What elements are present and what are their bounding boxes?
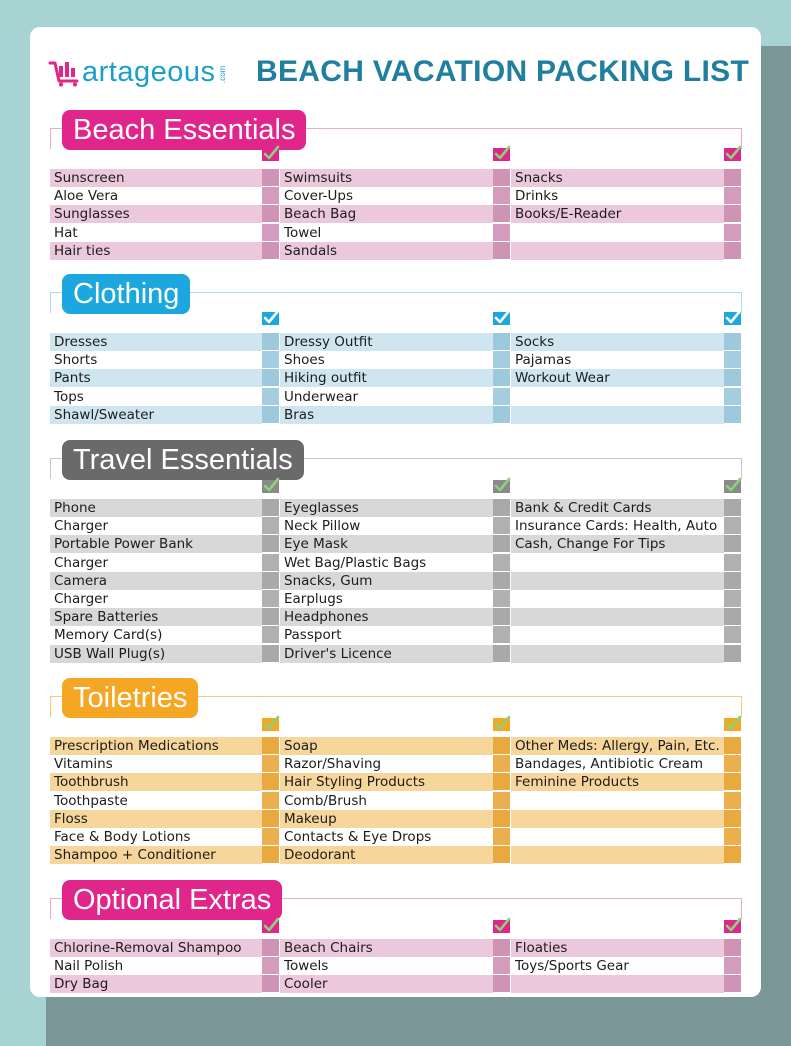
checklist-row <box>50 608 742 626</box>
item-checkbox[interactable] <box>262 590 279 607</box>
checklist-row <box>50 846 742 864</box>
item-checkbox[interactable] <box>262 535 279 552</box>
item-label: Wet Bag/Plastic Bags <box>284 554 427 571</box>
item-label: Charger <box>54 518 108 535</box>
item-checkbox[interactable] <box>262 554 279 571</box>
item-label: Neck Pillow <box>284 518 361 535</box>
item-checkbox[interactable] <box>262 369 279 386</box>
checklist-row <box>50 590 742 608</box>
item-label: Floss <box>50 810 262 828</box>
checklist-row <box>50 737 742 755</box>
item-label: Hair ties <box>50 242 262 260</box>
item-checkbox[interactable] <box>724 590 741 607</box>
item-checkbox[interactable] <box>493 517 510 534</box>
item-checkbox[interactable] <box>262 187 279 204</box>
checklist-row <box>50 351 742 369</box>
section-title: Clothing <box>62 274 190 314</box>
item-checkbox[interactable] <box>724 388 741 405</box>
item-label <box>511 975 724 993</box>
item-label: Vitamins <box>54 756 113 773</box>
item-label: Dresses <box>50 333 262 351</box>
item-checkbox[interactable] <box>724 957 741 974</box>
item-label: Passport <box>284 627 342 644</box>
item-checkbox[interactable] <box>493 406 510 423</box>
item-label: Snacks <box>511 169 724 187</box>
checklist-row <box>50 939 742 957</box>
item-checkbox[interactable] <box>493 572 510 589</box>
item-label: Beach Bag <box>280 205 493 223</box>
item-checkbox[interactable] <box>724 810 741 827</box>
item-label: Chlorine-Removal Shampoo <box>50 939 262 957</box>
checkmark-icon <box>724 715 742 731</box>
item-checkbox[interactable] <box>493 608 510 625</box>
item-checkbox[interactable] <box>262 499 279 516</box>
item-checkbox[interactable] <box>724 939 741 956</box>
item-checkbox[interactable] <box>493 590 510 607</box>
item-checkbox[interactable] <box>262 975 279 992</box>
item-checkbox[interactable] <box>262 205 279 222</box>
header-check-column-2 <box>493 718 510 734</box>
checkmark-icon <box>262 477 280 493</box>
header-check-column-3 <box>724 718 741 734</box>
item-checkbox[interactable] <box>262 737 279 754</box>
checkmark-icon <box>724 917 742 933</box>
item-checkbox[interactable] <box>493 957 510 974</box>
item-label <box>511 626 724 644</box>
item-label: Floaties <box>511 939 724 957</box>
brand-logo[interactable] <box>48 55 227 89</box>
item-checkbox[interactable] <box>724 499 741 516</box>
section-optional-extras <box>50 880 742 998</box>
checklist-row <box>50 224 742 242</box>
item-checkbox[interactable] <box>262 773 279 790</box>
checkmark-icon <box>493 477 511 493</box>
item-label: Eyeglasses <box>280 499 493 517</box>
checkmark-icon <box>493 917 511 933</box>
item-label: Toys/Sports Gear <box>515 958 629 975</box>
item-label <box>511 406 724 424</box>
section-travel-essentials <box>50 440 742 667</box>
item-label: Cover-Ups <box>284 188 354 205</box>
item-checkbox[interactable] <box>262 224 279 241</box>
item-label: Comb/Brush <box>284 792 367 809</box>
item-label <box>511 388 724 406</box>
item-label: Nail Polish <box>54 958 124 975</box>
item-checkbox[interactable] <box>262 939 279 956</box>
checklist-row <box>50 333 742 351</box>
item-label: Charger <box>54 554 108 571</box>
item-checkbox[interactable] <box>493 205 510 222</box>
item-checkbox[interactable] <box>493 939 510 956</box>
checklist-row <box>50 572 742 590</box>
item-label: Books/E-Reader <box>511 205 724 223</box>
section-title: Beach Essentials <box>62 110 306 150</box>
item-checkbox[interactable] <box>724 242 741 259</box>
item-label: Razor/Shaving <box>284 756 382 773</box>
item-checkbox[interactable] <box>493 535 510 552</box>
item-label: Dressy Outfit <box>280 333 493 351</box>
header-check-column-3 <box>724 148 741 164</box>
item-checkbox[interactable] <box>724 554 741 571</box>
item-checkbox[interactable] <box>493 351 510 368</box>
item-checkbox[interactable] <box>724 333 741 350</box>
item-label: Cash, Change For Tips <box>511 535 724 553</box>
checklist-row <box>50 975 742 993</box>
checklist-row <box>50 406 742 424</box>
item-checkbox[interactable] <box>724 224 741 241</box>
item-label: Shorts <box>54 352 98 369</box>
item-checkbox[interactable] <box>493 554 510 571</box>
item-label: Driver's Licence <box>280 645 493 663</box>
item-label: Shawl/Sweater <box>50 406 262 424</box>
checklist-row <box>50 828 742 846</box>
item-label <box>511 846 724 864</box>
header-check-column-1 <box>262 718 279 734</box>
header-check-column-2 <box>493 920 510 936</box>
item-label: Shampoo + Conditioner <box>50 846 262 864</box>
checklist-row <box>50 792 742 810</box>
item-checkbox[interactable] <box>262 792 279 809</box>
checklist-row <box>50 554 742 572</box>
item-label: Towel <box>284 224 322 241</box>
item-label: Sunglasses <box>50 205 262 223</box>
item-label: USB Wall Plug(s) <box>50 645 262 663</box>
item-label: Hat <box>54 224 78 241</box>
item-label: Shoes <box>284 352 325 369</box>
checklist-row <box>50 499 742 517</box>
checklist-row <box>50 517 742 535</box>
item-label: Face & Body Lotions <box>54 829 191 845</box>
item-label: Camera <box>50 572 262 590</box>
item-label: Aloe Vera <box>54 188 119 205</box>
item-checkbox[interactable] <box>262 755 279 772</box>
item-label: Beach Chairs <box>280 939 493 957</box>
item-checkbox[interactable] <box>262 169 279 186</box>
item-label: Pajamas <box>515 352 572 369</box>
item-label: Eye Mask <box>280 535 493 553</box>
item-checkbox[interactable] <box>724 351 741 368</box>
item-label <box>511 608 724 626</box>
checklist-row <box>50 755 742 773</box>
item-label: Bank & Credit Cards <box>511 499 724 517</box>
section-title: Optional Extras <box>62 880 282 920</box>
item-checkbox[interactable] <box>724 572 741 589</box>
checkmark-icon <box>493 715 511 731</box>
item-checkbox[interactable] <box>262 957 279 974</box>
item-label: Hair Styling Products <box>280 773 493 791</box>
item-label <box>511 792 724 810</box>
header-check-column-3 <box>724 920 741 936</box>
item-checkbox[interactable] <box>493 224 510 241</box>
checklist-row <box>50 388 742 406</box>
item-label <box>511 828 724 846</box>
item-checkbox[interactable] <box>724 792 741 809</box>
item-label <box>511 572 724 590</box>
section-title: Toiletries <box>62 678 198 718</box>
item-checkbox[interactable] <box>262 608 279 625</box>
checklist-row <box>50 242 742 260</box>
item-checkbox[interactable] <box>262 846 279 863</box>
checklist-row <box>50 369 742 387</box>
item-checkbox[interactable] <box>262 810 279 827</box>
item-label: Contacts & Eye Drops <box>284 829 432 845</box>
checklist-row <box>50 957 742 975</box>
item-label <box>511 242 724 260</box>
item-checkbox[interactable] <box>724 645 741 662</box>
item-checkbox[interactable] <box>724 975 741 992</box>
header-check-column-3 <box>724 312 741 328</box>
item-label: Soap <box>280 737 493 755</box>
item-checkbox[interactable] <box>262 626 279 643</box>
item-label: Toothpaste <box>54 792 128 809</box>
item-label: Feminine Products <box>511 773 724 791</box>
item-checkbox[interactable] <box>262 572 279 589</box>
brand-name: artageous <box>82 56 216 88</box>
item-checkbox[interactable] <box>724 369 741 386</box>
header-check-column-1 <box>262 920 279 936</box>
header-check-column-3 <box>724 480 741 496</box>
section-toiletries <box>50 678 742 868</box>
item-checkbox[interactable] <box>493 773 510 790</box>
item-checkbox[interactable] <box>493 828 510 845</box>
item-label: Towels <box>284 958 329 975</box>
item-label <box>511 590 724 608</box>
item-label: Portable Power Bank <box>50 535 262 553</box>
checkmark-icon <box>262 917 280 933</box>
item-checkbox[interactable] <box>493 737 510 754</box>
item-label: Drinks <box>515 188 559 205</box>
item-checkbox[interactable] <box>493 645 510 662</box>
item-checkbox[interactable] <box>724 517 741 534</box>
item-checkbox[interactable] <box>724 773 741 790</box>
item-label: Socks <box>511 333 724 351</box>
item-checkbox[interactable] <box>724 187 741 204</box>
checkmark-icon <box>493 309 511 325</box>
item-checkbox[interactable] <box>724 406 741 423</box>
item-label: Insurance Cards: Health, Auto <box>515 518 718 535</box>
checkmark-icon <box>724 145 742 161</box>
item-checkbox[interactable] <box>493 846 510 863</box>
item-checkbox[interactable] <box>493 369 510 386</box>
item-checkbox[interactable] <box>724 755 741 772</box>
checkmark-icon <box>262 145 280 161</box>
item-label <box>511 224 724 242</box>
item-checkbox[interactable] <box>724 169 741 186</box>
item-checkbox[interactable] <box>493 626 510 643</box>
item-label: Toothbrush <box>50 773 262 791</box>
item-checkbox[interactable] <box>493 792 510 809</box>
item-checkbox[interactable] <box>493 499 510 516</box>
header-check-column-2 <box>493 480 510 496</box>
checklist-row <box>50 810 742 828</box>
checklist-row <box>50 187 742 205</box>
item-label: Phone <box>50 499 262 517</box>
item-label: Tops <box>54 388 84 405</box>
item-checkbox[interactable] <box>493 242 510 259</box>
item-label: Sandals <box>280 242 493 260</box>
header-check-column-1 <box>262 312 279 328</box>
checklist-row <box>50 645 742 663</box>
item-label: Swimsuits <box>280 169 493 187</box>
item-label: Sunscreen <box>50 169 262 187</box>
item-label <box>511 810 724 828</box>
checkmark-icon <box>724 309 742 325</box>
item-checkbox[interactable] <box>493 755 510 772</box>
item-checkbox[interactable] <box>262 406 279 423</box>
item-checkbox[interactable] <box>724 205 741 222</box>
item-checkbox[interactable] <box>724 846 741 863</box>
item-label: Pants <box>50 369 262 387</box>
item-label: Bandages, Antibiotic Cream <box>515 756 704 773</box>
item-checkbox[interactable] <box>493 187 510 204</box>
brand-domain-suffix: .com <box>217 65 227 83</box>
item-checkbox[interactable] <box>493 975 510 992</box>
section-beach-essentials <box>50 110 742 264</box>
item-label: Prescription Medications <box>50 737 262 755</box>
item-checkbox[interactable] <box>493 169 510 186</box>
section-clothing <box>50 274 742 428</box>
item-checkbox[interactable] <box>724 828 741 845</box>
item-label: Snacks, Gum <box>280 572 493 590</box>
item-label: Spare Batteries <box>50 608 262 626</box>
checklist-row <box>50 773 742 791</box>
item-checkbox[interactable] <box>262 645 279 662</box>
section-title: Travel Essentials <box>62 440 304 480</box>
item-label: Charger <box>54 591 108 607</box>
item-label <box>511 645 724 663</box>
item-label: Hiking outfit <box>280 369 493 387</box>
item-checkbox[interactable] <box>262 388 279 405</box>
checkmark-icon <box>262 715 280 731</box>
item-label: Dry Bag <box>50 975 262 993</box>
header-check-column-2 <box>493 312 510 328</box>
item-label: Other Meds: Allergy, Pain, Etc. <box>511 737 724 755</box>
item-checkbox[interactable] <box>724 626 741 643</box>
item-checkbox[interactable] <box>262 242 279 259</box>
item-label: Bras <box>280 406 493 424</box>
item-label: Workout Wear <box>511 369 724 387</box>
checklist-row <box>50 169 742 187</box>
item-checkbox[interactable] <box>493 333 510 350</box>
item-checkbox[interactable] <box>724 535 741 552</box>
item-checkbox[interactable] <box>262 333 279 350</box>
item-label: Cooler <box>280 975 493 993</box>
header-check-column-1 <box>262 480 279 496</box>
item-checkbox[interactable] <box>262 351 279 368</box>
shopping-cart-icon <box>48 57 82 87</box>
item-checkbox[interactable] <box>493 388 510 405</box>
header-check-column-1 <box>262 148 279 164</box>
checklist-row <box>50 205 742 223</box>
item-checkbox[interactable] <box>262 517 279 534</box>
checkmark-icon <box>262 309 280 325</box>
item-checkbox[interactable] <box>724 737 741 754</box>
checkmark-icon <box>493 145 511 161</box>
item-label: Memory Card(s) <box>54 627 163 644</box>
item-label: Makeup <box>280 810 493 828</box>
item-label: Headphones <box>280 608 493 626</box>
item-checkbox[interactable] <box>724 608 741 625</box>
header-check-column-2 <box>493 148 510 164</box>
item-label: Deodorant <box>280 846 493 864</box>
checklist-row <box>50 626 742 644</box>
item-checkbox[interactable] <box>493 810 510 827</box>
item-checkbox[interactable] <box>262 828 279 845</box>
item-label: Earplugs <box>284 591 343 607</box>
item-label <box>511 554 724 572</box>
page-title: BEACH VACATION PACKING LIST <box>256 55 750 88</box>
checklist-row <box>50 535 742 553</box>
checkmark-icon <box>724 477 742 493</box>
item-label: Underwear <box>284 388 359 405</box>
